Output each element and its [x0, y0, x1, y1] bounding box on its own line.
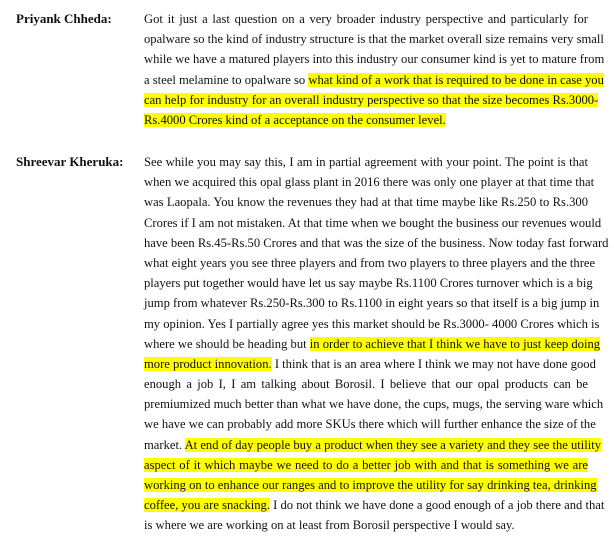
- highlighted-text: can help for industry for an overall industry perspective so that the size becomes Rs.3000-: [144, 92, 599, 107]
- speech-line: [144, 374, 588, 394]
- speech-line: [144, 273, 593, 293]
- speech-text: [144, 9, 605, 130]
- text-segment: I do not think we have done a good enough of a job there and that: [270, 498, 605, 513]
- speech-line: [144, 172, 595, 192]
- speech-line: [144, 192, 588, 212]
- speech-line: [144, 435, 602, 455]
- text-segment: I think that is an area where I think we may not have done good: [271, 356, 596, 371]
- text-segment: we have we can probably add more SKUs there which will further enhance the size of the: [144, 417, 596, 432]
- speech-line: [144, 90, 599, 110]
- text-segment: See while you may say this, I am in partial agreement with your point. The point is that: [144, 155, 588, 169]
- text-segment: where we should be heading but: [144, 336, 310, 351]
- highlighted-text: At end of day people buy a product when they see a variety and they see the utility: [184, 437, 602, 452]
- highlighted-text: what kind of a work that is required to be done in case you: [308, 72, 604, 87]
- speech-line: [144, 293, 600, 313]
- speech-line: [144, 334, 601, 354]
- speech-line: [144, 495, 605, 515]
- highlighted-text: in order to achieve that I think we have to just keep doing: [309, 336, 601, 351]
- speech-line: [144, 515, 588, 535]
- speaker-name: Shreevar Kheruka:: [16, 154, 124, 169]
- text-segment: while we have a matured players into this industry our consumer kind is yet to mature from: [144, 52, 605, 67]
- speech-line: [144, 414, 596, 434]
- highlighted-text: more product innovation.: [144, 356, 272, 371]
- text-segment: players put together would have let us say maybe Rs.1100 Crores turnover which is a big: [144, 276, 593, 291]
- highlighted-text: working on to enhance our ranges and to improve the utility for say drinking tea, drinking: [144, 478, 597, 492]
- speech-line: [144, 354, 596, 374]
- speech-line: [144, 475, 597, 495]
- text-segment: a steel melamine to opalware so: [144, 72, 309, 87]
- speech-line: [144, 29, 604, 49]
- text-segment: opalware so the kind of industry structure is that the market overall size remains very small: [144, 32, 604, 47]
- speech-text: [144, 152, 609, 536]
- speech-line: [144, 314, 600, 334]
- text-segment: enough a job I, I am talking about Borosil. I believe that our opal products can be: [144, 377, 588, 392]
- speech-line: [144, 394, 604, 414]
- text-segment: when we acquired this opal glass plant in 2016 there was only one player at that time that: [144, 175, 595, 190]
- text-segment: market.: [144, 437, 185, 452]
- text-segment: jump from whatever Rs.250-Rs.300 to Rs.1100 in eight years so that itself is a big jump in: [144, 296, 600, 311]
- speaker-name: Priyank Chheda:: [16, 11, 112, 26]
- text-segment: my opinion. Yes I partially agree yes this market should be Rs.3000- 4000 Crores which is: [144, 316, 600, 331]
- text-segment: what eight years you see three players and from two players to three players and the three: [144, 255, 596, 270]
- speech-line: [144, 253, 596, 273]
- highlighted-text: Rs.4000 Crores kind of a acceptance on the consumer level.: [144, 112, 446, 127]
- highlighted-text: aspect of it which maybe we need to do a better job with and that is something we are: [144, 457, 588, 472]
- speech-line: [144, 213, 602, 233]
- highlighted-text: coffee, you are snacking.: [144, 498, 270, 513]
- speech-line: [144, 110, 588, 130]
- text-segment: Crores if I am not mistaken. At that time when we bought the business our revenues would: [144, 215, 602, 230]
- speech-line: [144, 49, 605, 69]
- speech-line: [144, 9, 588, 29]
- text-segment: is where we are working on at least from Borosil perspective I would say.: [144, 518, 515, 533]
- speech-line: [144, 455, 588, 475]
- speech-line: [144, 70, 604, 90]
- text-segment: premiumized much better than what we have done, the cups, mugs, the serving ware which: [144, 397, 604, 412]
- speech-line: [144, 233, 609, 253]
- speech-line: [144, 152, 588, 172]
- text-segment: Got it just a last question on a very broader industry perspective and particularly for: [144, 12, 588, 26]
- text-segment: have been Rs.45-Rs.50 Crores and that was the size of the business. Now today fast forward: [144, 235, 609, 250]
- text-segment: was Laopala. You know the revenues they had at that time maybe like Rs.250 to Rs.300: [144, 195, 588, 210]
